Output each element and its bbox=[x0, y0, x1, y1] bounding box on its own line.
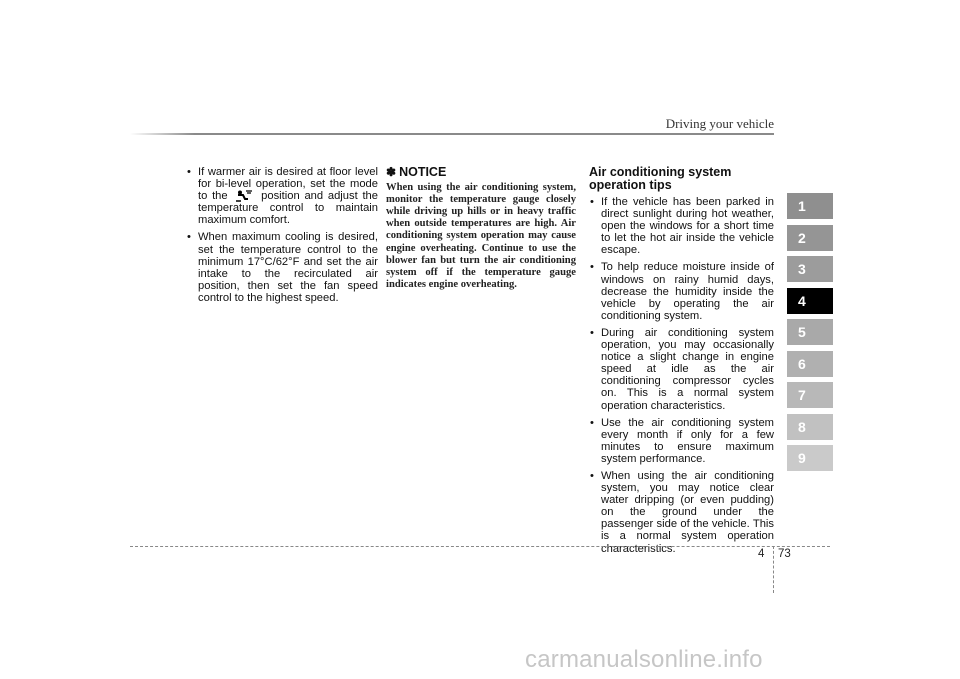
bullet-text-part-1: If warmer air is desired at floor level for bi-level operation, set the mode to the bbox=[198, 166, 378, 203]
left-bullet-list bbox=[186, 166, 378, 304]
chapter-tab-2[interactable]: 2 bbox=[787, 225, 833, 251]
tips-bullet-list bbox=[589, 196, 774, 555]
list-item bbox=[186, 166, 378, 226]
bullet-text: To help reduce moisture inside of windows on rainy humid days, decrease the humidity inside the vehicle by operating the air conditioning system. bbox=[601, 261, 774, 322]
chapter-tab-9[interactable]: 9 bbox=[787, 445, 833, 471]
page-number: 73 bbox=[778, 548, 791, 560]
watermark: carmanualsonline.info bbox=[525, 646, 763, 673]
list-item bbox=[589, 470, 774, 555]
bullet-text: If the vehicle has been parked in direct sunlight during hot weather, open the windows for a short time to let the hot air inside the vehicle escape. bbox=[601, 196, 774, 257]
header-rule bbox=[130, 133, 774, 135]
bullet-dot: • bbox=[590, 416, 594, 429]
notice-title: NOTICE bbox=[399, 165, 447, 179]
footer-rule bbox=[130, 546, 830, 547]
bullet-dot: • bbox=[590, 469, 594, 482]
notice-block bbox=[386, 166, 576, 291]
chapter-tab-5[interactable]: 5 bbox=[787, 319, 833, 345]
bullet-dot: • bbox=[590, 326, 594, 339]
running-header: Driving your vehicle bbox=[665, 116, 774, 131]
chapter-tab-6[interactable]: 6 bbox=[787, 351, 833, 377]
list-item bbox=[589, 196, 774, 256]
chapter-tab-4[interactable]: 4 bbox=[787, 288, 833, 314]
notice-heading bbox=[386, 166, 576, 178]
bullet-text: During air conditioning system operation, you may occasionally notice a slight change in engine speed at idle as the air conditioning compressor cycles on. This is a normal system operation characteristics. bbox=[601, 326, 774, 412]
section-title: Air conditioning system operation tips bbox=[589, 165, 732, 192]
bullet-dot: • bbox=[187, 231, 191, 244]
floor-defrost-mode-icon bbox=[235, 190, 253, 202]
notice-body: When using the air conditioning system, monitor the temperature gauge closely while driving up hills or in heavy traffic when outside temperatures are high. Air conditioning system operation may cause engine overheating. Continue to use the blower fan but turn the air conditioning system off if the temperature gauge indicates engine overheating. bbox=[386, 182, 576, 290]
list-item bbox=[589, 417, 774, 465]
bullet-dot: • bbox=[187, 166, 191, 178]
list-item bbox=[186, 231, 378, 304]
bullet-text: When using the air conditioning system, you may notice clear water dripping (or even pudding) on the ground under the passenger side of the vehicle. This is a normal system operation characteristics. bbox=[601, 469, 774, 555]
list-item bbox=[589, 261, 774, 321]
bullet-text-part-2: position and adjust the temperature control to maintain maximum comfort. bbox=[198, 190, 379, 227]
tips-section bbox=[589, 166, 774, 560]
footer-divider bbox=[773, 546, 774, 593]
bullet-dot: • bbox=[590, 261, 594, 274]
bullet-text: When maximum cooling is desired, set the temperature control to the minimum 17°C/62°F and set the air intake to the recirculated air position, then set the fan speed control to the highest speed. bbox=[198, 231, 378, 304]
left-column bbox=[186, 166, 378, 309]
chapter-tabs bbox=[787, 193, 833, 477]
bullet-dot: • bbox=[590, 196, 594, 208]
page-chapter-number: 4 bbox=[758, 548, 765, 560]
list-item bbox=[589, 327, 774, 412]
chapter-tab-3[interactable]: 3 bbox=[787, 256, 833, 282]
chapter-tab-7[interactable]: 7 bbox=[787, 382, 833, 408]
bullet-text: Use the air conditioning system every month if only for a few minutes to ensure maximum system performance. bbox=[601, 416, 774, 465]
notice-symbol-icon: ✽ bbox=[386, 165, 397, 179]
chapter-tab-8[interactable]: 8 bbox=[787, 414, 833, 440]
chapter-tab-1[interactable]: 1 bbox=[787, 193, 833, 219]
